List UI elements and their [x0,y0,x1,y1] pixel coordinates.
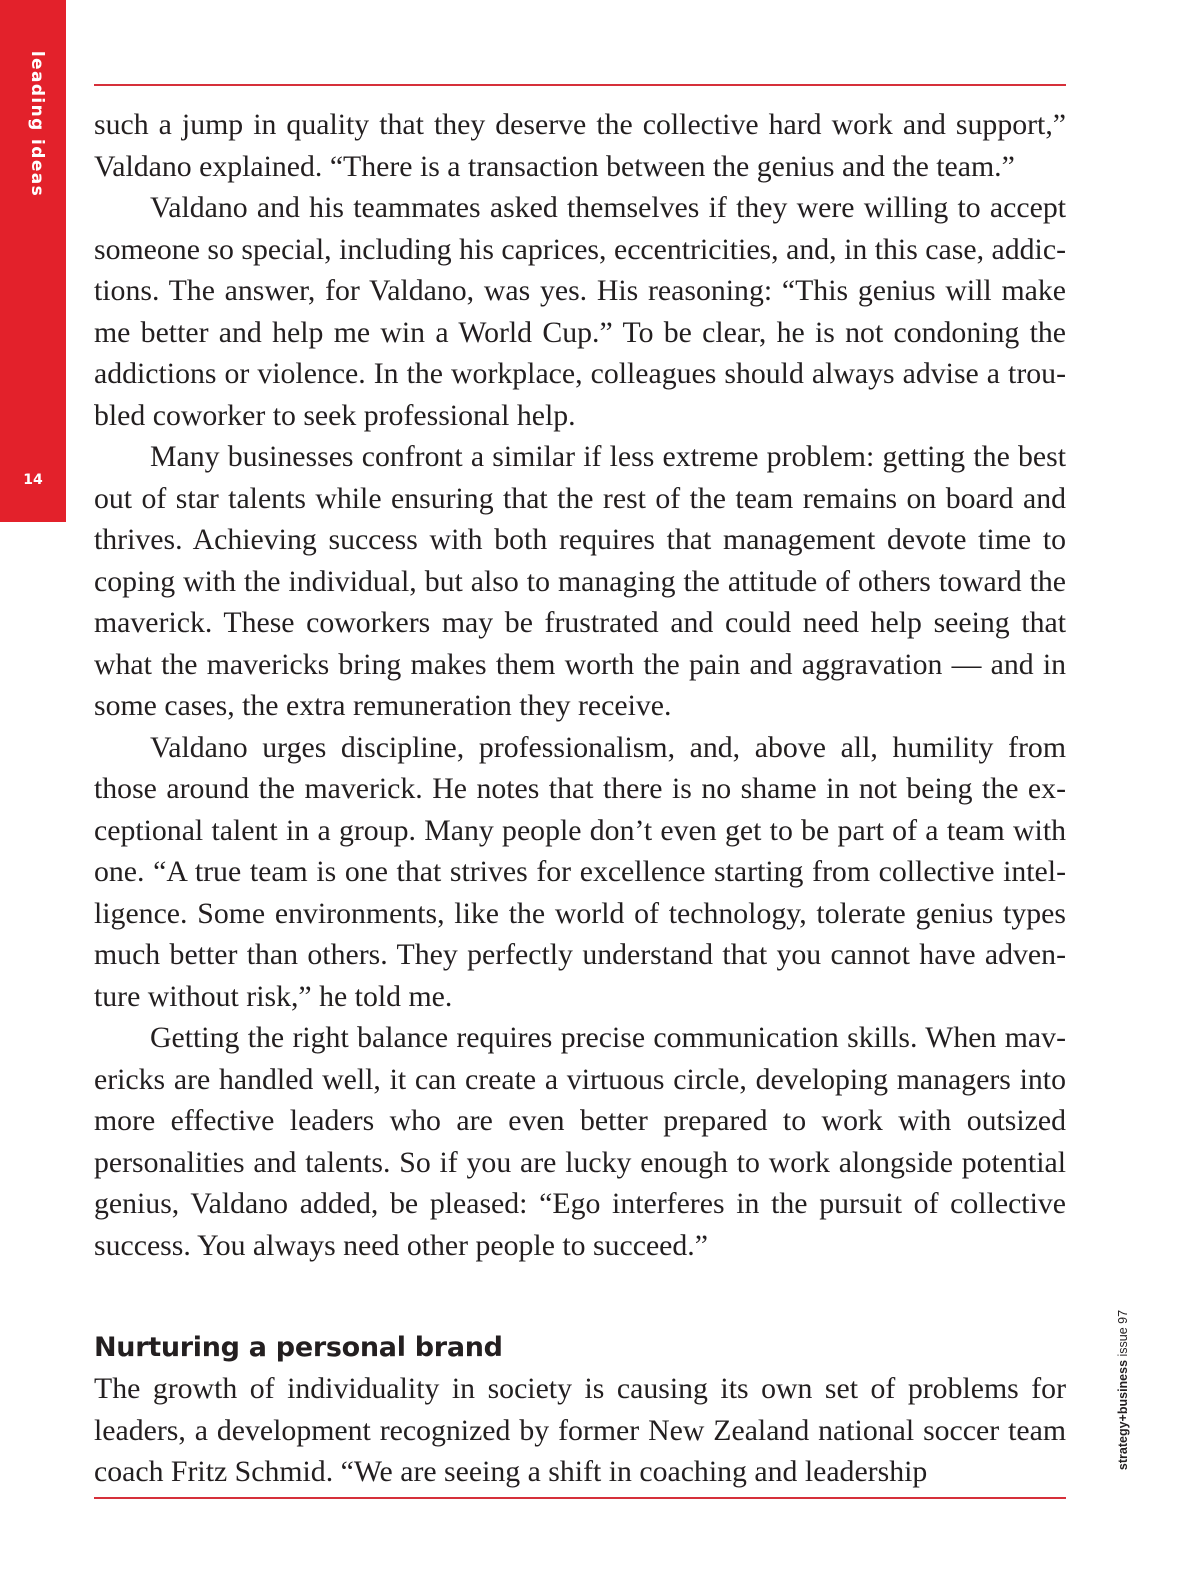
issue-number: issue 97 [1116,1309,1130,1357]
body-paragraph: Getting the right balance requires precise communication skills. When mavericks are handled well, it can create a virtuous circle, developing managers into more effective leaders who are even better prepared to work with outsized personalities and talents. So if you are lucky enough to work alongside potential genius, Valdano added, be pleased: “Ego interferes in the pursuit of collective success. You always need other people to succeed.” [94,1021,1066,1262]
bottom-rule [94,1497,1066,1499]
body-paragraph: such a jump in quality that they deserve the collective hard work and support,” Valdano explained. “There is a transaction between the genius and the team.” [94,108,1066,183]
publication-name: strategy+business [1116,1359,1130,1471]
body-paragraph: Valdano and his teammates asked themselves if they were willing to accept someone so special, including his caprices, eccentricities, and, in this case, addictions. The answer, for Valdano, was yes. His reasoning: “This genius will make me better and help me win a World Cup.” To be clear, he is not condoning the addictions or violence. In the workplace, colleagues should always advise a troubled coworker to seek professional help. [94,191,1066,432]
section-subheading: Nurturing a personal brand [94,1332,503,1363]
page-number: 14 [23,472,43,488]
body-paragraph: Many businesses confront a similar if less extreme problem: getting the best out of star talents while ensuring that the rest of the team remains on board and thrives. Achieving success with both requires that management devote time to coping with the individual, but also to managing the attitude of others toward the maverick. These coworkers may be frustrated and could need help seeing that what the mavericks bring makes them worth the pain and aggravation — and in some cases, the extra remuneration they receive. [94,440,1066,722]
top-rule [94,84,1066,86]
section-tab [0,0,66,522]
publication-credit [1116,1310,1130,1470]
body-paragraph: The growth of individuality in society is causing its own set of problems for leaders, a development recognized by former New Zealand national soccer team coach Fritz Schmid. “We are seeing a shift in coaching and leadership [94,1372,1066,1488]
body-paragraph: Valdano urges discipline, professionalism, and, above all, humility from those around the maverick. He notes that there is no shame in not being the exceptional talent in a group. Many people don’t even get to be part of a team with one. “A true team is one that strives for excellence starting from collective intelligence. Some environments, like the world of technology, tolerate genius types much better than others. They perfectly understand that you cannot have adventure without risk,” he told me. [94,730,1066,1013]
section-label: leading ideas [27,50,47,198]
article-body [94,104,1066,1493]
